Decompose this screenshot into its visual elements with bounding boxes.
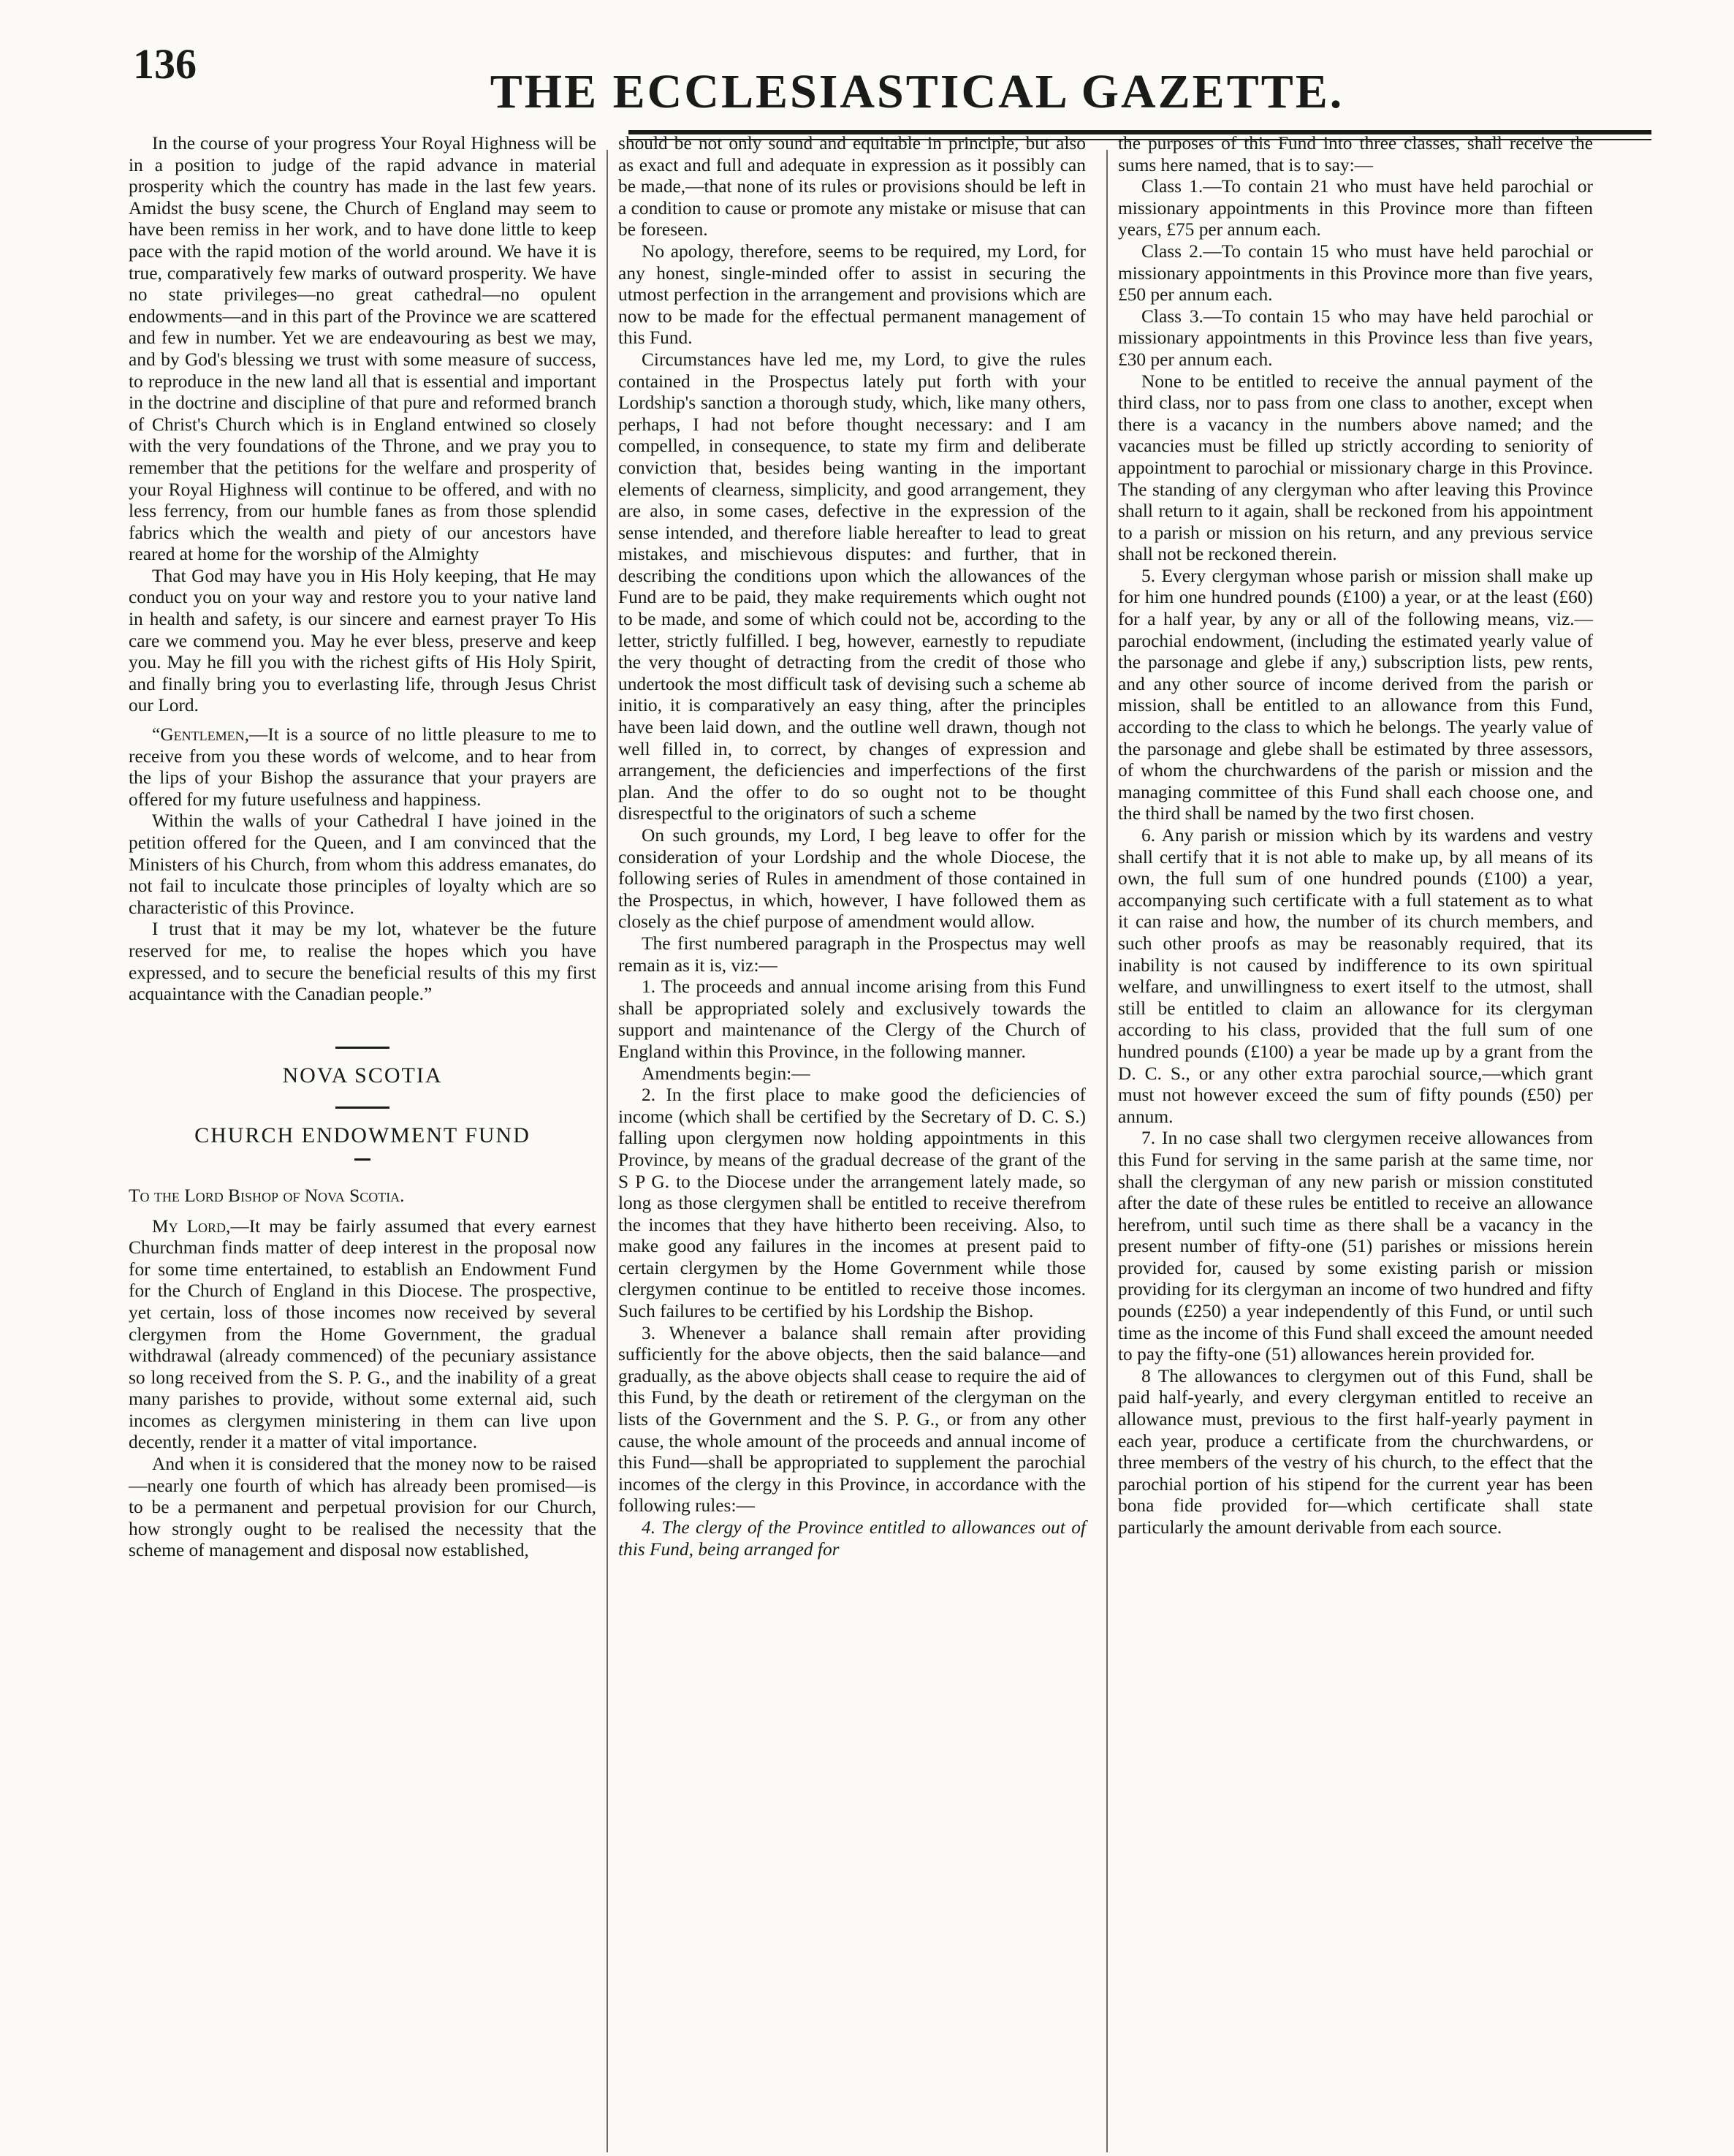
rule-paragraph: 8 The allowances to clergymen out of this Fund, shall be paid half-yearly, and every clergyman entitled to receive an allowance must, previous to the first half-yearly payment in each year, produce a certificate from the churchwardens, or three members of the vestry of his church, to the effect that the parochial portion of his stipend for the current year has been bona fide provided for—which certificate shall state particularly the amount derivable from each source. <box>1118 1365 1593 1538</box>
letter-paragraph: On such grounds, my Lord, I beg leave to offer for the consideration of your Lordship and the whole Diocese, the following series of Rules in amendment of those contained in the Prospectus, in which, however, I have followed them as closely as the chief purpose of amendment would allow. <box>618 825 1086 933</box>
royal-address-paragraph: In the course of your progress Your Royal Highness will be in a position to judge of the rapid advance in material prosperity which the country has made in the last few years. Amidst the busy scene, the Church of England may seem to have been remiss in her work, and to have done little to keep pace with the rapid motion of the world around. We have it is true, comparatively few marks of outward prosperity. We have no state privileges—no great cathedral—no opulent endowments—and in this part of the Province we are scattered and few in number. Yet we are endeavouring as best we may, and by God's blessing we trust with some measure of success, to reproduce in the new land all that is essential and important in the doctrine and discipline of that pure and reformed branch of Christ's Church which is in England entwined so closely with the very foundations of the Throne, and we pray you to remember that the petitions for the welfare and prosperity of your Royal Highness will continue to be offered, and with no less ferrency, from our humble fanes as from those splendid fabrics which the wealth and piety of our ancestors have reared at home for the worship of the Almighty <box>129 133 596 565</box>
column-3 <box>1118 133 1593 1539</box>
class-paragraph: Class 3.—To contain 15 who may have held parochial or missionary appointments in this Province less than five years, £30 per annum each. <box>1118 305 1593 370</box>
rule-paragraph: 4. The clergy of the Province entitled to allowances out of this Fund, being arranged for <box>618 1517 1086 1560</box>
reply-salutation: “Gentlemen, <box>152 724 249 745</box>
section-ornament <box>335 1107 389 1109</box>
royal-address-paragraph: That God may have you in His Holy keeping, that He may conduct you on your way and restore you to your native land in health and safety, is our sincere and earnest prayer To His care we commend you. May he ever bless, preserve and keep you. May he fill you with the richest gifts of His Holy Spirit, and finally bring you to everlasting life, through Jesus Christ our Lord. <box>129 565 596 716</box>
section-heading-nova-scotia: NOVA SCOTIA <box>282 1063 443 1088</box>
letter-text: —It may be fairly assumed that every earnest Churchman finds matter of deep interest in the proposal now for some time entertained, to establish an Endowment Fund for the Church of England in this Diocese. The prospective, yet certain, loss of those incomes now received by several clergymen from the Home Government, the gradual withdrawal (already commenced) of the pecuniary assistance so long received from the S. P. G., and the inability of a great many parishes to provide, without some external aid, such incomes as clergymen ministering in them can live upon decently, render it a matter of vital importance. <box>129 1215 596 1453</box>
letter-paragraph: And when it is considered that the money now to be raised—nearly one fourth of which has already been promised—is to be a permanent and perpetual provision for our Church, how strongly ought to be realised the necessity that the scheme of management and disposal now established, <box>129 1454 596 1561</box>
masthead <box>110 22 1637 132</box>
letter-salutation: My Lord, <box>152 1215 231 1237</box>
rule-paragraph: 6. Any parish or mission which by its wardens and vestry shall certify that it is not able to make up, by all means of its own, the full sum of one hundred pounds (£100) a year, accompanying such certificate with a full statement as to what it can raise and how, the number of its church members, and such other proofs as may be reasonably required, that its inability is not caused by indifference to its own spiritual welfare, and unwillingness to exert itself to the utmost, shall still be entitled to claim an allowance for its clergyman according to his class, provided that the full sum of one hundred pounds (£100) a year be made up by a grant from the D. C. S., or any other extra parochial source,—which grant must not however exceed the sum of fifty pounds (£50) per annum. <box>1118 825 1593 1127</box>
letter-paragraph: Circumstances have led me, my Lord, to give the rules contained in the Prospectus lately put forth with your Lordship's sanction a thorough study, which, like many others, perhaps, I had not before thought necessary: and I am compelled, in consequence, to state my firm and deliberate conviction that, besides being wanting in the important elements of clearness, simplicity, and good arrangement, they are also, in some cases, defective in the expression of the sense intended, and therefore liable hereafter to lead to great mistakes, and mischievous disputes: and further, that in describing the conditions upon which the allowances of the Fund are to be paid, they make requirements which ought not to be made, and some of which could not be, according to the letter, strictly fulfilled. I beg, however, earnestly to repudiate the very thought of detracting from the credit of those who undertook the most difficult task of devising such a scheme ab initio, it is comparatively an easy thing, after the principles have been laid down, and the outline well drawn, though not well filled in, to correct, by changes of expression and arrangement, the deficiencies and imperfections of the first plan. And the offer to do so ought not to be thought disrespectful to the originators of such a scheme <box>618 349 1086 824</box>
letter-paragraph: No apology, therefore, seems to be required, my Lord, for any honest, single-minded offer to assist in securing the utmost perfection in the arrangement and provisions which are now to be made for the effectual permanent management of this Fund. <box>618 240 1086 349</box>
rule-paragraph: 7. In no case shall two clergymen receive allowances from this Fund for serving in the same parish at the same time, nor shall the clergyman of any new parish or mission constituted after the date of these rules be entitled to receive an allowance herefrom, until such time as there shall be a vacancy in the present number of fifty-one (51) parishes or missions herein provided for, caused by some existing parish or mission providing for its clergyman an income of two hundred and fifty pounds (£250) a year independently of this Fund, or until such time as the income of this Fund shall exceed the amount needed to pay the fifty-one (51) allowances herein provided for. <box>1118 1128 1593 1365</box>
column-divider-2 <box>1106 150 1108 2152</box>
section-heading-endowment-fund: CHURCH ENDOWMENT FUND <box>194 1123 531 1148</box>
section-ornament <box>354 1158 370 1161</box>
amendments-label: Amendments begin:— <box>642 1063 810 1084</box>
class-paragraph: Class 2.—To contain 15 who must have held parochial or missionary appointments in this Province more than five years, £50 per annum each. <box>1118 240 1593 305</box>
page-number: 136 <box>133 40 197 88</box>
letter-address: To the Lord Bishop of Nova Scotia. <box>129 1185 405 1206</box>
column-divider-1 <box>606 150 608 2152</box>
letter-paragraph: The first numbered paragraph in the Prospectus may well remain as it is, viz:— <box>618 933 1086 976</box>
journal-title: THE ECCLESIASTICAL GAZETTE. <box>490 65 1345 118</box>
reply-text: —It is a source of no little pleasure to me to receive from you these words of welcome, and to hear from the lips of your Bishop the assurance that your prayers are offered for my future usefulness and happiness. <box>129 724 596 810</box>
letter-paragraph: should be not only sound and equitable in principle, but also as exact and full and adequate in expression as it possibly can be made,—that none of its rules or provisions should be left in a condition to cause or promote any mistake or misuse that can be foreseen. <box>618 133 1086 240</box>
rule-paragraph: 2. In the first place to make good the deficiencies of income (which shall be certified by the Secretary of D. C. S.) falling upon clergymen now holding appointments in this Province, by means of the gradual decrease of the grant of the S P G. to the Diocese under the arrangement lately made, so long as those clergymen shall be entitled to receive therefrom the incomes that they have hitherto been receiving. Also, to make good any failures in the incomes at present paid to certain clergymen by the Home Government while those clergymen continue to be entitled to receive those incomes. Such failures to be certified by his Lordship the Bishop. <box>618 1085 1086 1322</box>
rule-paragraph: the purposes of this Fund into three classes, shall receive the sums here named, that is to say:— <box>1118 133 1593 175</box>
reply-paragraph: Within the walls of your Cathedral I have joined in the petition offered for the Queen, and I am convinced that the Ministers of his Church, from whom this address emanates, do not fail to inculcate those principles of loyalty which are so characteristic of this Province. <box>129 811 596 918</box>
rule-paragraph: 1. The proceeds and annual income arising from this Fund shall be appropriated solely and exclusively towards the support and maintenance of the Clergy of the Church of England within this Province, in the following manner. <box>618 976 1086 1062</box>
letter-paragraph <box>129 1216 596 1454</box>
rule-paragraph: 3. Whenever a balance shall remain after providing sufficiently for the above objects, then the said balance—and gradually, as the above objects shall cease to require the aid of this Fund, by the death or retirement of the clergyman on the lists of the Government and the S. P. G., or from any other cause, the whole amount of the proceeds and annual income of this Fund—shall be appropriated to supplement the parochial incomes of the clergy in this Province, in accordance with the following rules:— <box>618 1322 1086 1517</box>
section-ornament <box>335 1047 389 1049</box>
class-paragraph: Class 1.—To contain 21 who must have held parochial or missionary appointments in this Province more than fifteen years, £75 per annum each. <box>1118 176 1593 240</box>
reply-paragraph: I trust that it may be my lot, whatever be the future reserved for me, to realise the hopes which you have expressed, and to secure the beneficial results of this my first acquaintance with the Canadian people.” <box>129 919 596 1005</box>
rule-paragraph: 5. Every clergyman whose parish or mission shall make up for him one hundred pounds (£100) a year, or at the least (£60) for a half year, by any or all of the following means, viz.—parochial endowment, (including the estimated yearly value of the parsonage and glebe if any,) subscription lists, pew rents, and any other source of income derived from the parish or mission, shall be entitled to an allowance from this Fund, according to the class to which he belongs. The yearly value of the parsonage and glebe shall be estimated by three assessors, of whom the churchwardens of the parish or mission and the managing committee of this Fund shall each choose one, and the third shall be named by the two first chosen. <box>1118 565 1593 824</box>
reply-paragraph <box>129 724 596 811</box>
rule-paragraph: None to be entitled to receive the annual payment of the third class, nor to pass from one class to another, except when there is a vacancy in the numbers above named; and the vacancies must be filled up strictly according to seniority of appointment to parochial or missionary charge in this Province. The standing of any clergyman who after leaving this Province shall return to it again, shall be reckoned from his appointment to a parish or mission on his return, and any previous service shall not be reckoned therein. <box>1118 371 1593 565</box>
column-1 <box>129 133 596 1562</box>
column-2 <box>618 133 1086 1560</box>
